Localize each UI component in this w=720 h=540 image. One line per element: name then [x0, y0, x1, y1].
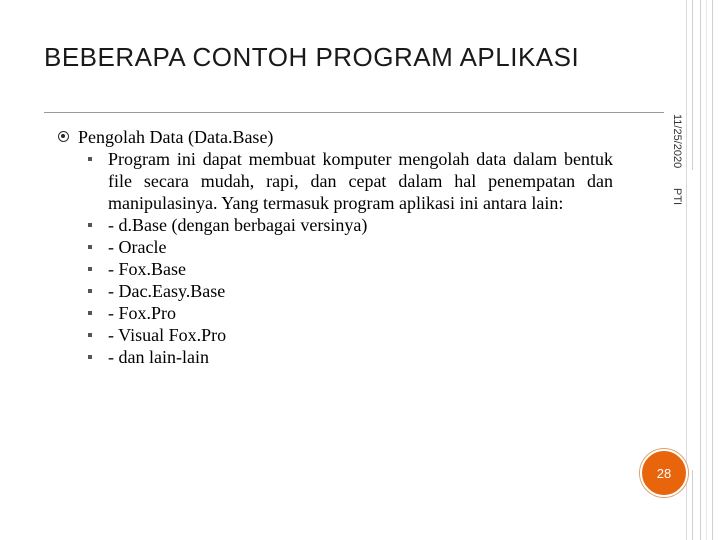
list-item [58, 258, 618, 280]
square-bullet-icon [88, 223, 92, 227]
list-item [58, 148, 618, 214]
list-item [58, 324, 618, 346]
bullet-list [58, 148, 618, 368]
square-bullet-icon [88, 355, 92, 359]
decorative-rule [700, 0, 701, 540]
list-item-text: - Dac.Easy.Base [108, 281, 226, 301]
circle-bullet-icon [58, 131, 69, 142]
slide-title: BEBERAPA CONTOH PROGRAM APLIKASI [44, 42, 580, 72]
list-item [58, 346, 618, 368]
title-divider [44, 112, 664, 113]
slide-footer: PTI [671, 188, 683, 206]
list-item [58, 214, 618, 236]
list-item [58, 302, 618, 324]
decorative-rule [692, 0, 693, 170]
square-bullet-icon [88, 311, 92, 315]
heading-text: Pengolah Data (Data.Base) [78, 127, 274, 147]
square-bullet-icon [88, 245, 92, 249]
square-bullet-icon [88, 289, 92, 293]
decorative-rule [692, 470, 693, 540]
list-item-text: - d.Base (dengan berbagai versinya) [108, 215, 368, 235]
list-item-text: - Visual Fox.Pro [108, 325, 227, 345]
decorative-rule [686, 0, 687, 540]
list-item-text: - Fox.Pro [108, 303, 177, 323]
list-item [58, 236, 618, 258]
section-heading [58, 126, 618, 148]
square-bullet-icon [88, 333, 92, 337]
list-item-text: - dan lain-lain [108, 347, 209, 367]
slide-body [58, 126, 618, 368]
square-bullet-icon [88, 267, 92, 271]
page-number: 28 [656, 465, 672, 481]
list-item-text: - Oracle [108, 237, 167, 257]
list-item-text: - Fox.Base [108, 259, 186, 279]
square-bullet-icon [88, 157, 92, 161]
page-number-badge [640, 449, 688, 497]
decorative-rule [712, 0, 713, 540]
list-item [58, 280, 618, 302]
slide-date: 11/25/2020 [671, 114, 683, 169]
paragraph-text: Program ini dapat membuat komputer mengolah data dalam bentuk file secara mudah, rapi, dan cepat dalam hal penempatan dan manipulasinya. Yang termasuk program aplikasi ini antara lain: [108, 149, 613, 213]
decorative-rule [706, 0, 707, 540]
